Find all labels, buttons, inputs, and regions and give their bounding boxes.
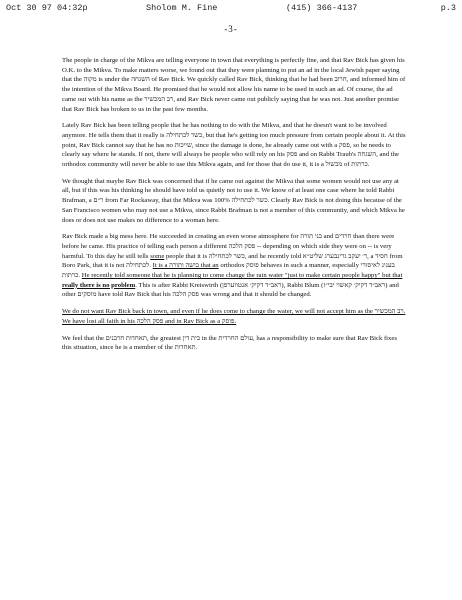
paragraph [62,334,408,353]
text-run: We do not want Rav Bick back in town, and even if he does come to change the water, we will not accept him as the רב המכשיר. We have lost all faith in his פסק הלכה and in Rav Bick as a פוסק. [62,308,406,325]
text-run: really there is no problem [62,281,136,289]
fax-date-time: Oct 30 97 04:32p [6,3,88,13]
fax-sender: Sholom M. Fine [146,3,218,13]
text-run: people that it is כשר לכתחילה, and he recently told ר׳ יעקב גרינבערג שליט״א, a חסיד from Boro Park, that it is not לכתחילה. [62,252,403,270]
paragraph [62,121,408,170]
text-run: He recently told someone that he is planning to come change the rain water "just to make certain people happy" but that [81,272,403,280]
text-run: We feel that the תאחדות חרבנים, the greatest בית דין in the עולם החרדית, has a responsibility to make sure that Rav Bick fixes this situation, since he is a member of the תאחדות. [62,334,397,352]
text-run: The people in charge of the Mikva are telling everyone in town that everything is perfectly fine, and that Rav Bick has given his O.K. to the Mikva. To make matters worse, we found out that they were planning to put an ad in the local Jewish paper saying that the מקוה is under the השגחה of Rav Bick. We quickly called Rav Bick, thinking that he had been חרוב, and informed him of the intention of the Mikva Board. He promised that he would not allow his name to be used in such an ad. Of course, the ad came out with his name as the רב המכשיר, and Rav Bick never came out publicly saying that he was not. Just another promise that Rav Bick has broken to us in the past few months. [62,57,406,113]
paragraph [62,56,408,114]
text-run: some [150,252,165,260]
fax-header [6,3,458,15]
page-number: -3- [224,24,238,34]
paragraph [62,177,408,226]
text-run: Rav Bick made a big mess here. He succeeded in creating an even worse atmosphere for בני תורה and חרדים than there were before he came. His practice of telling each person a different פסק הלכה -- depending on which side they were on -- is very harmful. To this day he still tells [62,233,395,260]
text-run: We thought that maybe Rav Bick was concerned that if he came out against the Mikva that some women would not use any at all, but if this was his thinking he should have told us quietly not to use it. We know of at least one case where he told Rabbi Brafman, a ר״ם from Far Rockaway, that the Mikva was 100% כשר לכתחילה. Clearly Rav Bick is not doing this because of the San Francisco women who may not use a Mikva, since Rabbi Brafman is not a member of this community, and which Mikva he does or does not use makes no difference to a woman here. [62,177,405,224]
paragraph [62,232,408,300]
text-run: Lately Rav Bick has been telling people that he has nothing to do with the Mikva, and that he doesn't want to be involved anymore. He tells them that it really is כשר לכתחילה, but that he's getting too much pressure from certain people about it. At this point, Rav Bick cannot say that he has no שייכות, since the damage is done, he already came out with a פסק, so he needs to clearly say where he stands. If not, there will always be people who will rely on his פסק and on Rabbi Traub's השגחה, and the orthodox community will never be able to use this Mikva again, and for those that do use it, it is a מכשול of כרתות. [62,122,406,169]
paragraph [62,307,408,326]
text-run: It is a בושה ותורה that an [152,262,219,270]
fax-phone: (415) 366-4137 [286,3,358,13]
text-run: orthodox פוסק behaves in such a manner, especially בענינ לאיסורי כרתות. [62,262,395,280]
letter-body [62,56,408,360]
text-run: . This is after Rabbi Kreiswirth (ראב״ד דקיק׳ אנטווערפן), Rabbi Blum (ראב״ד דקיק׳ קאשוי יבי״ז) and other מוסקים have told Rav Bick that his פסק הלכה was wrong and that it should be changed. [62,281,399,299]
fax-page-id: p.3 [440,3,456,13]
